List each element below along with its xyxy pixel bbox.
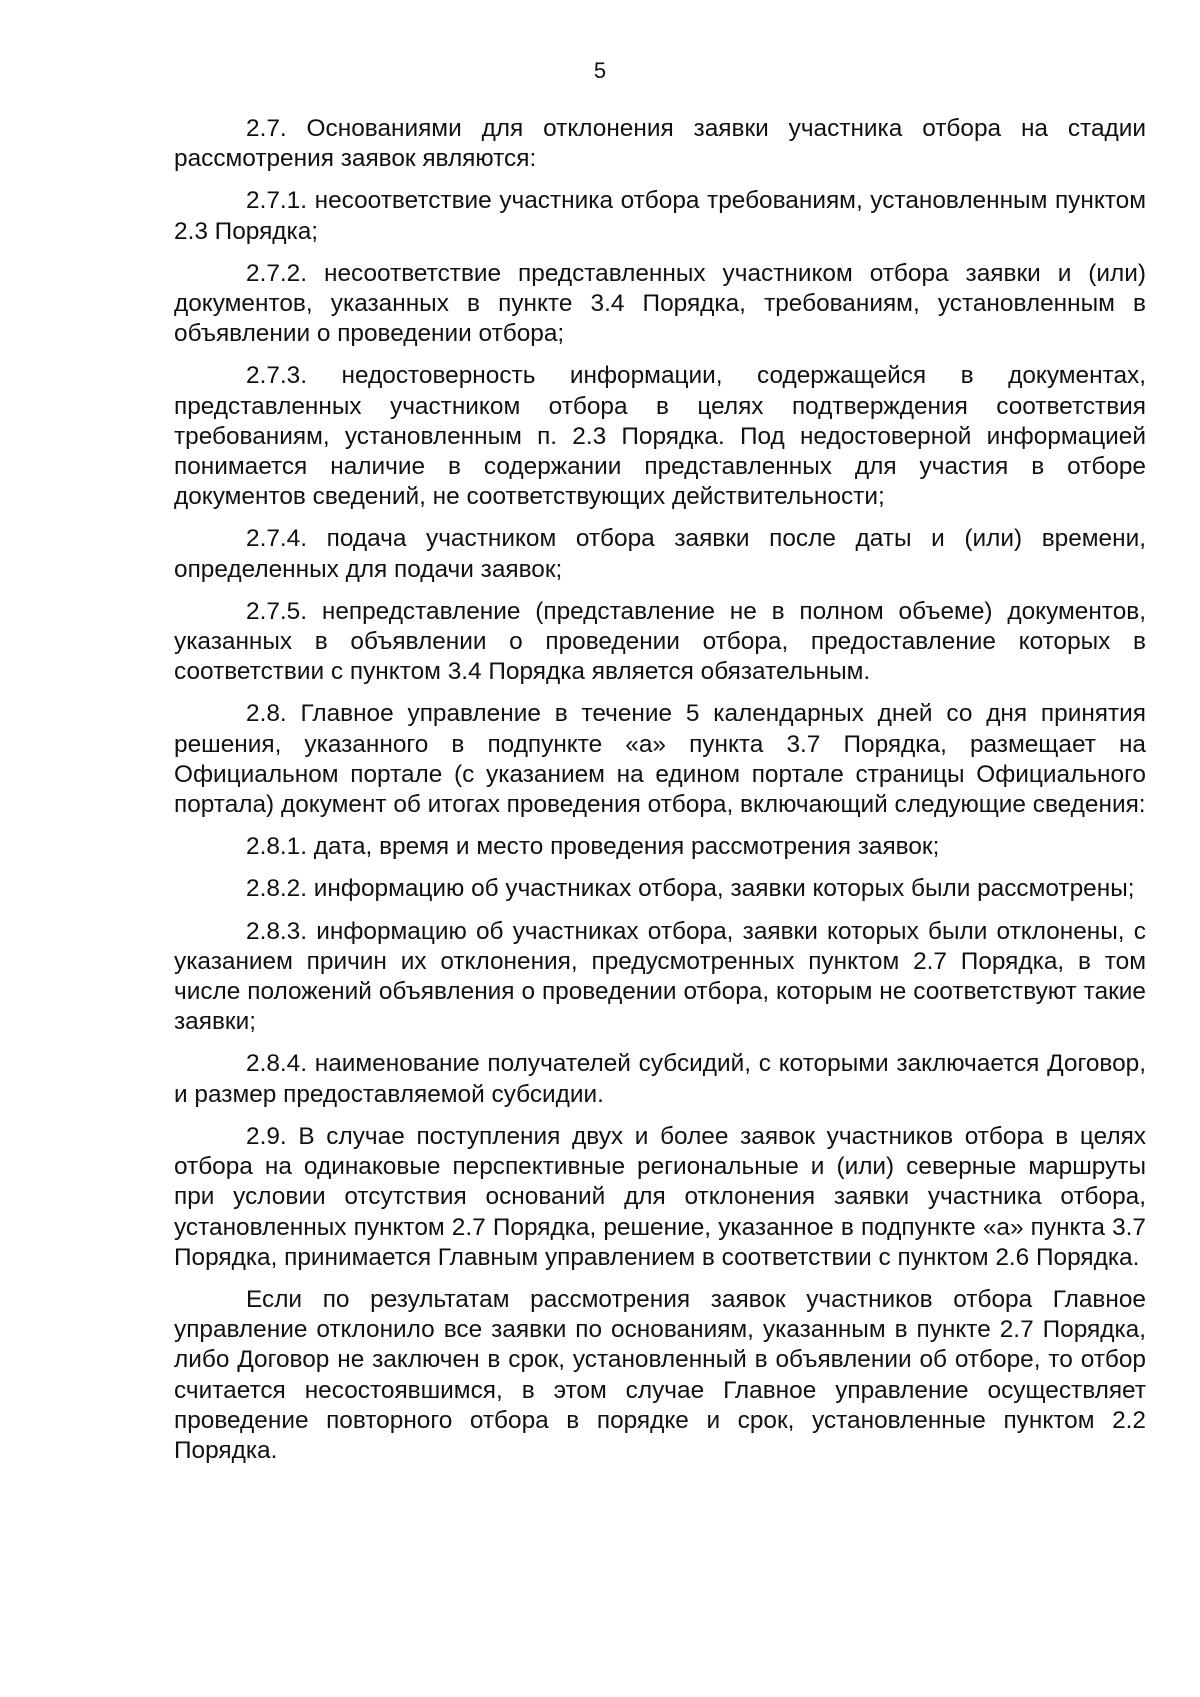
paragraph-2-9: 2.9. В случае поступления двух и более заявок участников отбора в целях отбора на одинаковые перспективные региональные и (или) северные маршруты при условии отсутствия оснований для отклонения заявки участника отбора, установленных пунктом 2.7 Порядка, решение, указанное в подпункте «а» пункта 3.7 Порядка, принимается Главным управлением в соответствии с пунктом 2.6 Порядка. [174,1122,1146,1271]
paragraph-2-7-1: 2.7.1. несоответствие участника отбора требованиям, установленным пунктом 2.3 Порядка; [174,187,1146,245]
paragraph-2-8: 2.8. Главное управление в течение 5 календарных дней со дня принятия решения, указанного в подпункте «а» пункта 3.7 Порядка, размещает на Официальном портале (с указанием на едином портале страницы Официального портала) документ об итогах проведения отбора, включающий следующие сведения: [174,700,1146,819]
paragraph-2-8-4: 2.8.4. наименование получателей субсидий, с которыми заключается Договор, и размер предоставляемой субсидии. [174,1050,1146,1108]
paragraph-2-9-continuation: Если по результатам рассмотрения заявок участников отбора Главное управление отклонило все заявки по основаниям, указанным в пункте 2.7 Порядка, либо Договор не заключен в срок, установленный в объявлении об отборе, то отбор считается несостоявшимся, в этом случае Главное управление осуществляет проведение повторного отбора в порядке и срок, установленные пунктом 2.2 Порядка. [174,1285,1146,1464]
paragraph-2-7-4: 2.7.4. подача участником отбора заявки после даты и (или) времени, определенных для подачи заявок; [174,525,1146,583]
document-body [174,114,1146,1466]
paragraph-2-7-5: 2.7.5. непредставление (представление не в полном объеме) документов, указанных в объявлении о проведении отбора, предоставление которых в соответствии с пунктом 3.4 Порядка является обязательным. [174,597,1146,686]
page-number: 5 [593,58,607,83]
paragraph-2-7-3: 2.7.3. недостоверность информации, содержащейся в документах, представленных участником отбора в целях подтверждения соответствия требованиям, установленным п. 2.3 Порядка. Под недостоверной информацией понимается наличие в содержании представленных для участия в отборе документов сведений, не соответствующих действительности; [174,362,1146,511]
paragraph-2-7: 2.7. Основаниями для отклонения заявки участника отбора на стадии рассмотрения заявок являются: [174,115,1146,173]
paragraph-2-8-1: 2.8.1. дата, время и место проведения рассмотрения заявок; [246,833,940,861]
paragraph-2-8-2: 2.8.2. информацию об участниках отбора, заявки которых были рассмотрены; [246,875,1135,903]
paragraph-2-7-2: 2.7.2. несоответствие представленных участником отбора заявки и (или) документов, указанных в пункте 3.4 Порядка, требованиям, установленным в объявлении о проведении отбора; [174,259,1146,348]
paragraph-2-8-3: 2.8.3. информацию об участниках отбора, заявки которых были отклонены, с указанием причин их отклонения, предусмотренных пунктом 2.7 Порядка, в том числе положений объявления о проведении отбора, которым не соответствуют такие заявки; [174,917,1146,1036]
